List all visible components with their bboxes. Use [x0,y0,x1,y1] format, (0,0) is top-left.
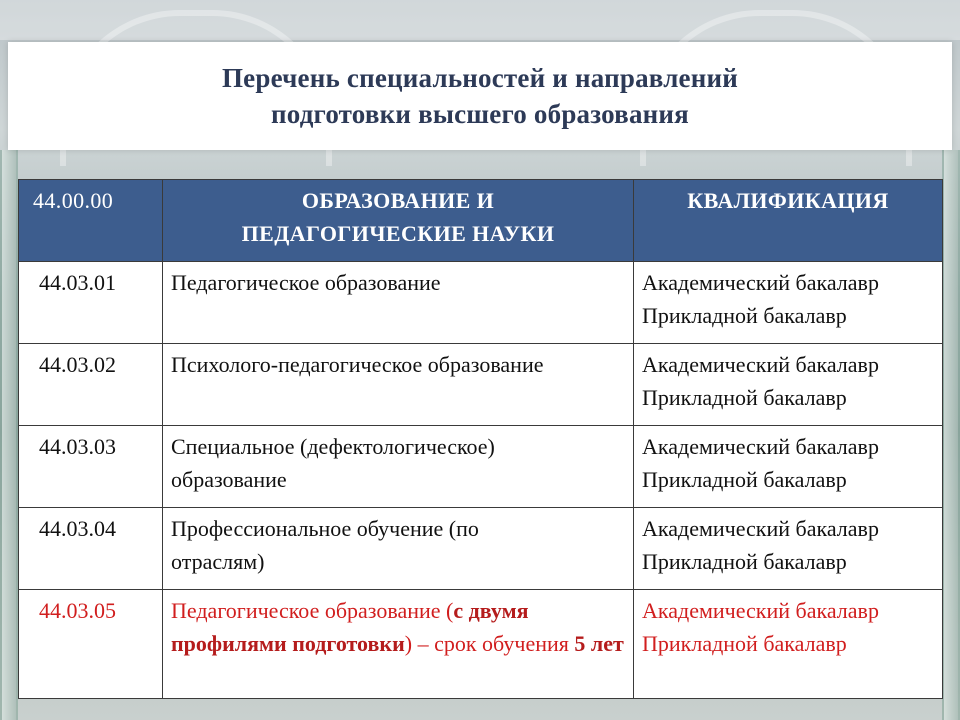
row-qualification [634,262,943,344]
row-qualification [634,426,943,508]
row-name-bold-1: с двумя профилями подготовки [171,598,529,656]
header-name [163,180,634,262]
row-qualification-2: Прикладной бакалавр [642,467,847,492]
header-qualification: КВАЛИФИКАЦИЯ [634,180,943,262]
header-name-line-2: ПЕДАГОГИЧЕСКИЕ НАУКИ [241,221,555,246]
row-name [163,426,634,508]
background-column [944,150,958,720]
table-row-highlighted [19,590,943,699]
table-header-row [19,180,943,262]
row-code: 44.03.02 [19,344,163,426]
row-qualification-2: Прикладной бакалавр [642,549,847,574]
background-column [2,150,16,720]
row-qualification-1: Академический бакалавр [642,352,879,377]
row-name-line-2: образование [171,467,287,492]
row-name-line-2: отраслям) [171,549,265,574]
header-code: 44.00.00 [19,180,163,262]
row-name [163,590,634,699]
row-name-part-2: ) – срок обучения [404,631,575,656]
row-name-line-1: Профессиональное обучение (по [171,516,479,541]
row-qualification-1: Академический бакалавр [642,434,879,459]
row-name [163,262,634,344]
row-code: 44.03.04 [19,508,163,590]
row-qualification-2: Прикладной бакалавр [642,631,847,656]
specialties-table [18,179,943,699]
header-name-line-1: ОБРАЗОВАНИЕ И [301,188,495,213]
title-banner [8,42,952,150]
row-qualification-1: Академический бакалавр [642,598,879,623]
row-name-bold-2: 5 лет [574,631,624,656]
row-qualification [634,344,943,426]
row-code: 44.03.03 [19,426,163,508]
row-code: 44.03.01 [19,262,163,344]
row-name [163,344,634,426]
row-qualification-2: Прикладной бакалавр [642,303,847,328]
table-row [19,344,943,426]
row-name-line-1: Психолого-педагогическое образование [171,352,544,377]
page-title-line-2: подготовки высшего образования [271,99,689,129]
row-qualification-1: Академический бакалавр [642,516,879,541]
table-row [19,262,943,344]
row-code: 44.03.05 [19,590,163,699]
row-name-part-1: Педагогическое образование ( [171,598,454,623]
row-name [163,508,634,590]
row-qualification [634,590,943,699]
row-qualification [634,508,943,590]
table-row [19,426,943,508]
page-title-line-1: Перечень специальностей и направлений [221,63,738,93]
row-qualification-1: Академический бакалавр [642,270,879,295]
table-row [19,508,943,590]
row-name-line-1: Специальное (дефектологическое) [171,434,495,459]
row-name-line-1: Педагогическое образование [171,270,441,295]
row-qualification-2: Прикладной бакалавр [642,385,847,410]
